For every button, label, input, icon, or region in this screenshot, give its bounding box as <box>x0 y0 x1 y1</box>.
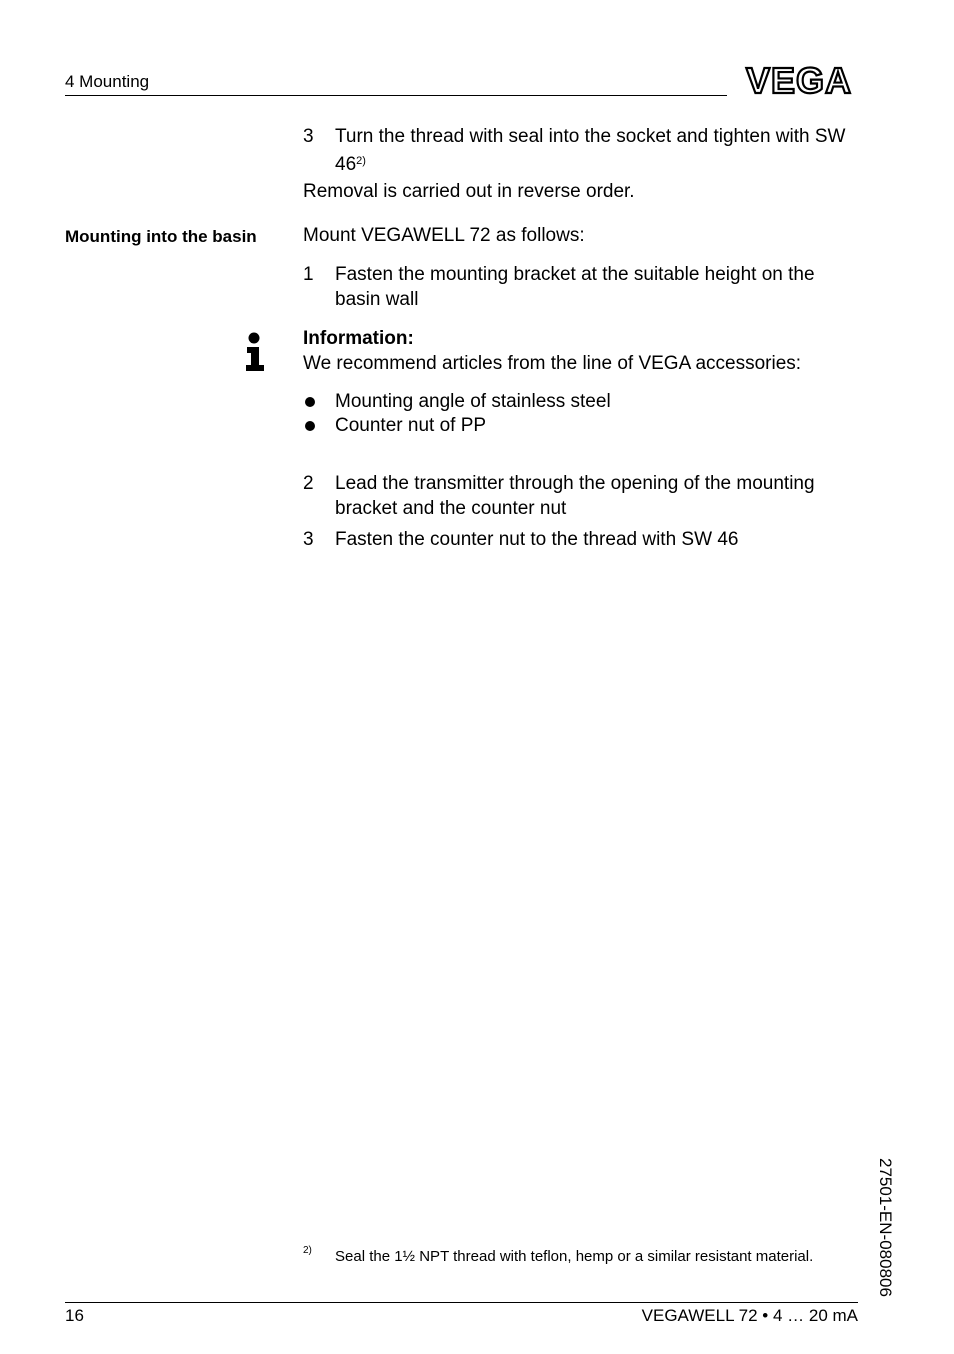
step-2-transmitter <box>303 471 858 521</box>
step-number: 3 <box>303 529 314 550</box>
footer-rule <box>65 1302 858 1303</box>
document-title: VEGAWELL 72 • 4 … 20 mA <box>641 1306 858 1325</box>
step-text: Lead the transmitter through the opening of the mounting bracket and the counter nut <box>335 473 815 519</box>
removal-note: Removal is carried out in reverse order. <box>303 181 635 202</box>
basin-intro: Mount VEGAWELL 72 as follows: <box>303 225 585 246</box>
list-item-text: Mounting angle of stainless steel <box>335 391 611 412</box>
step-number: 1 <box>303 264 314 285</box>
step-number: 3 <box>303 126 314 147</box>
step-text: Fasten the counter nut to the thread with SW 46 <box>335 529 739 550</box>
step-3-counter-nut <box>303 527 858 552</box>
list-item-text: Counter nut of PP <box>335 415 487 436</box>
step-number: 2 <box>303 473 314 494</box>
step-text: Fasten the mounting bracket at the suitable height on the basin wall <box>335 264 815 310</box>
footnote-mark: 2) <box>303 1245 312 1256</box>
step-1-bracket <box>303 262 858 312</box>
step-text-body: Turn the thread with seal into the socket and tighten with SW 46 <box>335 126 846 175</box>
document-code: 27501-EN-080806 <box>876 1158 895 1297</box>
page-number: 16 <box>65 1306 84 1325</box>
information-title: Information: <box>303 328 414 349</box>
bullet-icon <box>305 397 315 407</box>
side-heading-basin: Mounting into the basin <box>65 227 257 246</box>
information-icon <box>244 332 266 372</box>
step-text <box>335 124 858 177</box>
bullet-icon <box>305 421 315 431</box>
vega-logo <box>740 64 858 98</box>
information-text: We recommend articles from the line of VEGA accessories: <box>303 353 802 374</box>
footnote-reference: 2) <box>356 155 366 167</box>
header-rule <box>65 95 727 96</box>
footnote-text: Seal the 1½ NPT thread with teflon, hemp or a similar resistant material. <box>335 1248 814 1265</box>
running-header: 4 Mounting <box>65 72 150 91</box>
vega-logo-text: VEGA <box>745 64 853 98</box>
step-3-seal <box>303 124 858 174</box>
